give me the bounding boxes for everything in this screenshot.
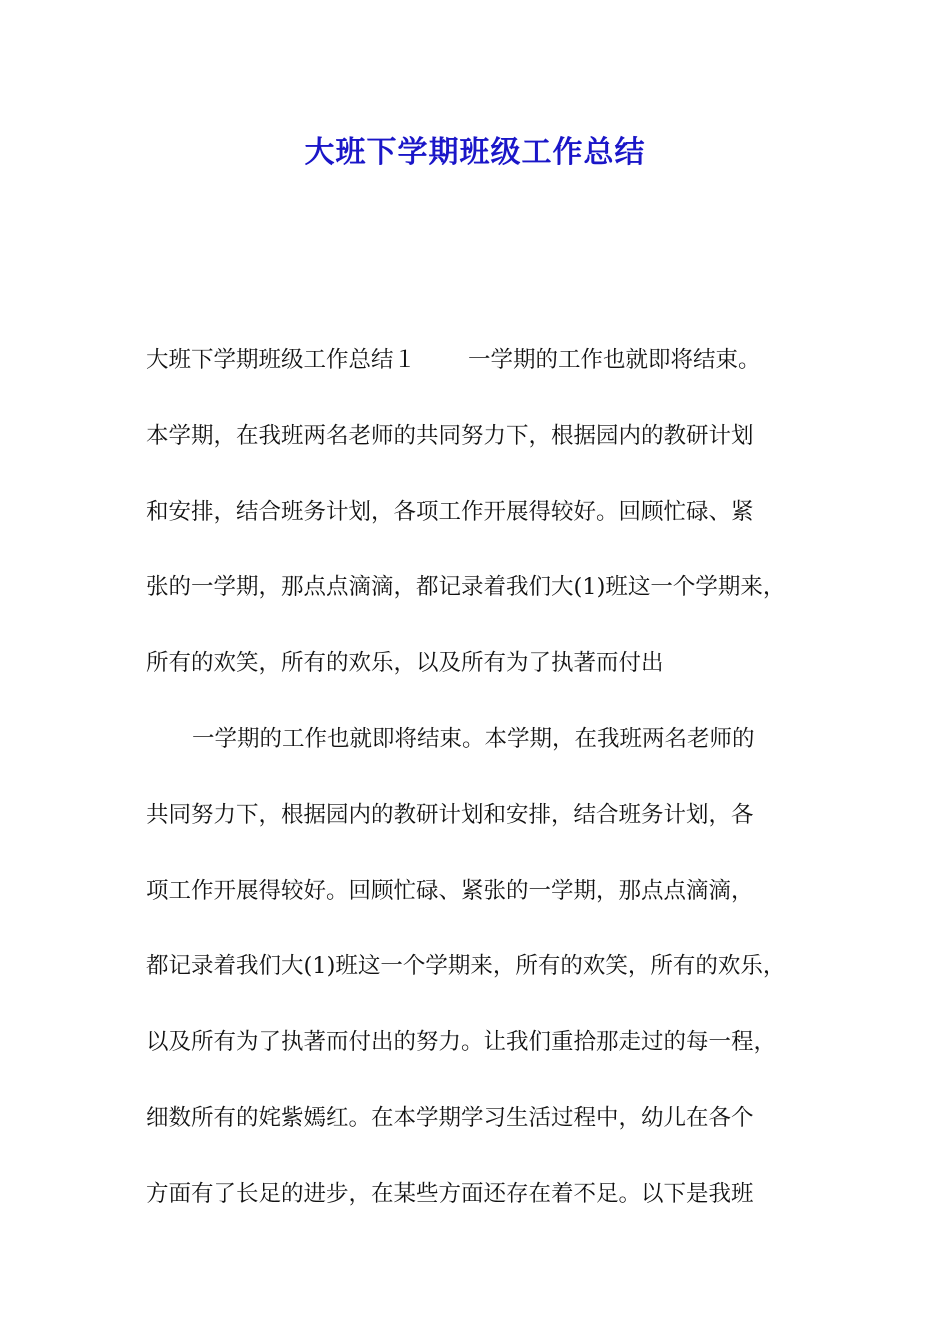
line-text: 本学期，在我班两名老师的共同努力下，根据园内的教研计划 <box>146 422 754 449</box>
line-text: 共同努力下，根据园内的教研计划和安排，结合班务计划，各 <box>146 801 754 828</box>
line-text: 方面有了长足的进步，在某些方面还存在着不足。以下是我班 <box>146 1180 754 1207</box>
line-text: 张的一学期，那点点滴滴，都记录着我们大(1)班这一个学期来， <box>146 574 786 601</box>
text-line <box>146 1098 836 1174</box>
text-line <box>146 795 836 871</box>
text-line <box>146 1174 836 1250</box>
text-line <box>146 492 836 568</box>
text-line <box>146 719 836 795</box>
text-line <box>146 1022 836 1098</box>
document-title: 大班下学期班级工作总结 <box>304 135 646 170</box>
line-text: 一学期的工作也就即将结束。本学期，在我班两名老师的 <box>192 725 755 752</box>
line-text: 细数所有的姹紫嫣红。在本学期学习生活过程中，幼儿在各个 <box>146 1104 754 1131</box>
document-body <box>146 340 836 1250</box>
section-heading: 大班下学期班级工作总结１ <box>146 347 417 373</box>
line-text: 以及所有为了执著而付出的努力。让我们重拾那走过的每一程， <box>146 1029 777 1056</box>
text-line <box>146 871 836 947</box>
line-text: 项工作开展得较好。回顾忙碌、紧张的一学期，那点点滴滴， <box>146 877 754 904</box>
text-line <box>146 946 836 1022</box>
line-text: 一学期的工作也就即将结束。 <box>468 347 761 373</box>
text-line <box>146 643 836 719</box>
text-line <box>146 416 836 492</box>
line-text: 都记录着我们大(1)班这一个学期来，所有的欢笑，所有的欢乐， <box>146 953 786 980</box>
text-line <box>146 340 836 416</box>
line-text: 和安排，结合班务计划，各项工作开展得较好。回顾忙碌、紧 <box>146 498 754 525</box>
text-line <box>146 567 836 643</box>
line-text: 所有的欢笑，所有的欢乐，以及所有为了执著而付出 <box>146 650 664 677</box>
